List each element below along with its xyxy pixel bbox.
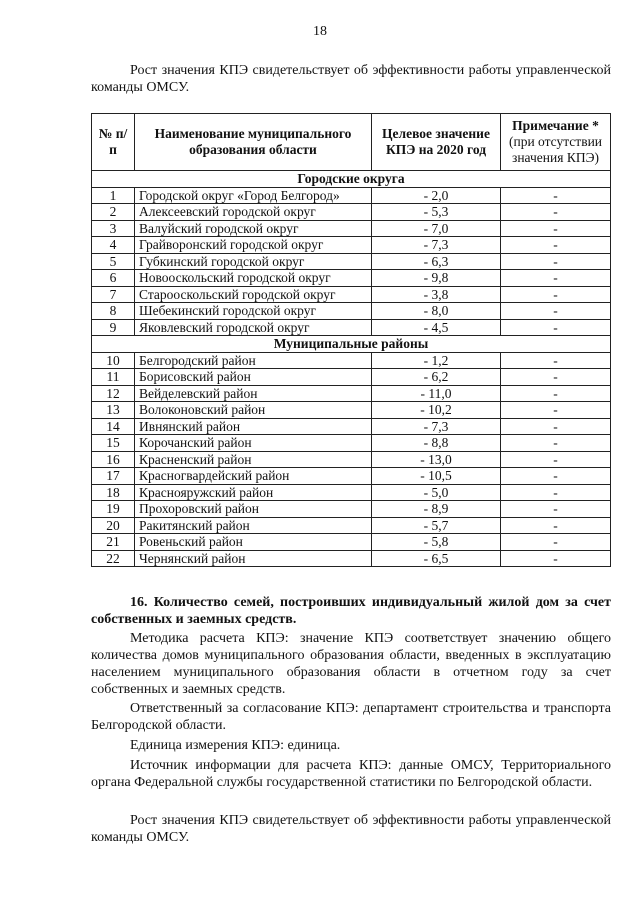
row-note: - xyxy=(501,220,611,237)
table-row xyxy=(92,352,611,369)
row-municipality: Алексеевский городской округ xyxy=(135,204,372,221)
table-row xyxy=(92,468,611,485)
section-16-heading: 16. Количество семей, построивших индивидуальный жилой дом за счет собственных и заемных средств. xyxy=(91,595,611,627)
row-number: 21 xyxy=(92,534,135,551)
table-row xyxy=(92,385,611,402)
table-row xyxy=(92,501,611,518)
row-number: 15 xyxy=(92,435,135,452)
row-municipality: Волоконовский район xyxy=(135,402,372,419)
row-note: - xyxy=(501,204,611,221)
row-number: 9 xyxy=(92,319,135,336)
table-row xyxy=(92,270,611,287)
row-municipality: Старооскольский городской округ xyxy=(135,286,372,303)
row-target-value: - 2,0 xyxy=(372,187,501,204)
row-target-value: - 11,0 xyxy=(372,385,501,402)
table-group-row xyxy=(92,171,611,188)
row-target-value: - 5,7 xyxy=(372,517,501,534)
header-note xyxy=(501,114,611,171)
row-municipality: Борисовский район xyxy=(135,369,372,386)
header-number: № п/п xyxy=(92,114,135,171)
table-row xyxy=(92,369,611,386)
row-municipality: Ровеньский район xyxy=(135,534,372,551)
row-target-value: - 7,3 xyxy=(372,418,501,435)
row-number: 12 xyxy=(92,385,135,402)
row-target-value: - 5,3 xyxy=(372,204,501,221)
table-header-row xyxy=(92,114,611,171)
table-row xyxy=(92,451,611,468)
row-number: 2 xyxy=(92,204,135,221)
row-municipality: Прохоровский район xyxy=(135,501,372,518)
table-row xyxy=(92,237,611,254)
table-row xyxy=(92,187,611,204)
row-note: - xyxy=(501,270,611,287)
row-target-value: - 8,9 xyxy=(372,501,501,518)
row-municipality: Белгородский район xyxy=(135,352,372,369)
group-title: Городские округа xyxy=(92,171,611,188)
row-note: - xyxy=(501,385,611,402)
row-number: 6 xyxy=(92,270,135,287)
section-16-responsible: Ответственный за согласование КПЭ: департамент строительства и транспорта Белгородской области. xyxy=(91,701,611,733)
row-target-value: - 13,0 xyxy=(372,451,501,468)
table-row xyxy=(92,484,611,501)
row-note: - xyxy=(501,451,611,468)
header-note-title: Примечание * xyxy=(512,118,599,133)
row-number: 17 xyxy=(92,468,135,485)
row-target-value: - 4,5 xyxy=(372,319,501,336)
table-row xyxy=(92,204,611,221)
row-note: - xyxy=(501,534,611,551)
section-16-method: Методика расчета КПЭ: значение КПЭ соответствует значению общего количества домов муниципального образования области, введенных в эксплуатацию населением муниципального образования области в отчетном году за счет собственных и заемных средств. xyxy=(91,631,611,697)
row-municipality: Красногвардейский район xyxy=(135,468,372,485)
row-number: 22 xyxy=(92,550,135,567)
row-note: - xyxy=(501,435,611,452)
row-note: - xyxy=(501,468,611,485)
row-target-value: - 9,8 xyxy=(372,270,501,287)
table-row xyxy=(92,517,611,534)
row-target-value: - 6,3 xyxy=(372,253,501,270)
table-row xyxy=(92,534,611,551)
row-number: 3 xyxy=(92,220,135,237)
row-number: 11 xyxy=(92,369,135,386)
row-note: - xyxy=(501,187,611,204)
table-row xyxy=(92,319,611,336)
row-note: - xyxy=(501,237,611,254)
row-municipality: Яковлевский городской округ xyxy=(135,319,372,336)
row-number: 20 xyxy=(92,517,135,534)
row-number: 19 xyxy=(92,501,135,518)
table-body xyxy=(92,171,611,567)
row-number: 16 xyxy=(92,451,135,468)
row-municipality: Краснояружский район xyxy=(135,484,372,501)
row-municipality: Валуйский городской округ xyxy=(135,220,372,237)
intro-paragraph: Рост значения КПЭ свидетельствует об эффективности работы управленческой команды ОМСУ. xyxy=(91,63,611,95)
table-row xyxy=(92,286,611,303)
row-note: - xyxy=(501,484,611,501)
section-16-closing: Рост значения КПЭ свидетельствует об эффективности работы управленческой команды ОМСУ. xyxy=(91,813,611,845)
row-municipality: Ивнянский район xyxy=(135,418,372,435)
row-note: - xyxy=(501,369,611,386)
row-number: 13 xyxy=(92,402,135,419)
table-row xyxy=(92,253,611,270)
row-target-value: - 5,8 xyxy=(372,534,501,551)
group-title: Муниципальные районы xyxy=(92,336,611,353)
row-municipality: Губкинский городской округ xyxy=(135,253,372,270)
row-number: 5 xyxy=(92,253,135,270)
row-number: 4 xyxy=(92,237,135,254)
row-note: - xyxy=(501,319,611,336)
row-target-value: - 10,2 xyxy=(372,402,501,419)
row-target-value: - 6,2 xyxy=(372,369,501,386)
row-target-value: - 8,0 xyxy=(372,303,501,320)
row-municipality: Городской округ «Город Белгород» xyxy=(135,187,372,204)
row-note: - xyxy=(501,550,611,567)
section-16-source: Источник информации для расчета КПЭ: данные ОМСУ, Территориального органа Федеральной службы государственной статистики по Белгородской области. xyxy=(91,758,611,790)
row-number: 8 xyxy=(92,303,135,320)
row-target-value: - 6,5 xyxy=(372,550,501,567)
row-note: - xyxy=(501,352,611,369)
page-number: 18 xyxy=(313,24,327,39)
row-municipality: Шебекинский городской округ xyxy=(135,303,372,320)
kpe-table xyxy=(91,113,611,567)
row-target-value: - 10,5 xyxy=(372,468,501,485)
table-row xyxy=(92,435,611,452)
row-number: 14 xyxy=(92,418,135,435)
row-target-value: - 3,8 xyxy=(372,286,501,303)
row-target-value: - 7,0 xyxy=(372,220,501,237)
header-note-subtitle: (при отсутствии значения КПЭ) xyxy=(508,134,603,165)
row-note: - xyxy=(501,286,611,303)
row-note: - xyxy=(501,418,611,435)
row-target-value: - 7,3 xyxy=(372,237,501,254)
row-number: 1 xyxy=(92,187,135,204)
row-note: - xyxy=(501,253,611,270)
row-municipality: Красненский район xyxy=(135,451,372,468)
table-group-row xyxy=(92,336,611,353)
row-note: - xyxy=(501,501,611,518)
row-municipality: Чернянский район xyxy=(135,550,372,567)
table-row xyxy=(92,220,611,237)
row-target-value: - 5,0 xyxy=(372,484,501,501)
row-number: 7 xyxy=(92,286,135,303)
table-row xyxy=(92,402,611,419)
header-municipality: Наименование муниципального образования области xyxy=(135,114,372,171)
row-note: - xyxy=(501,303,611,320)
row-target-value: - 8,8 xyxy=(372,435,501,452)
row-municipality: Вейделевский район xyxy=(135,385,372,402)
table-row xyxy=(92,418,611,435)
row-number: 18 xyxy=(92,484,135,501)
section-16-unit: Единица измерения КПЭ: единица. xyxy=(130,738,341,753)
table-row xyxy=(92,303,611,320)
row-municipality: Ракитянский район xyxy=(135,517,372,534)
row-municipality: Корочанский район xyxy=(135,435,372,452)
row-number: 10 xyxy=(92,352,135,369)
row-note: - xyxy=(501,517,611,534)
row-target-value: - 1,2 xyxy=(372,352,501,369)
row-municipality: Новооскольский городской округ xyxy=(135,270,372,287)
header-target-value: Целевое значение КПЭ на 2020 год xyxy=(372,114,501,171)
row-municipality: Грайворонский городской округ xyxy=(135,237,372,254)
table-row xyxy=(92,550,611,567)
row-note: - xyxy=(501,402,611,419)
